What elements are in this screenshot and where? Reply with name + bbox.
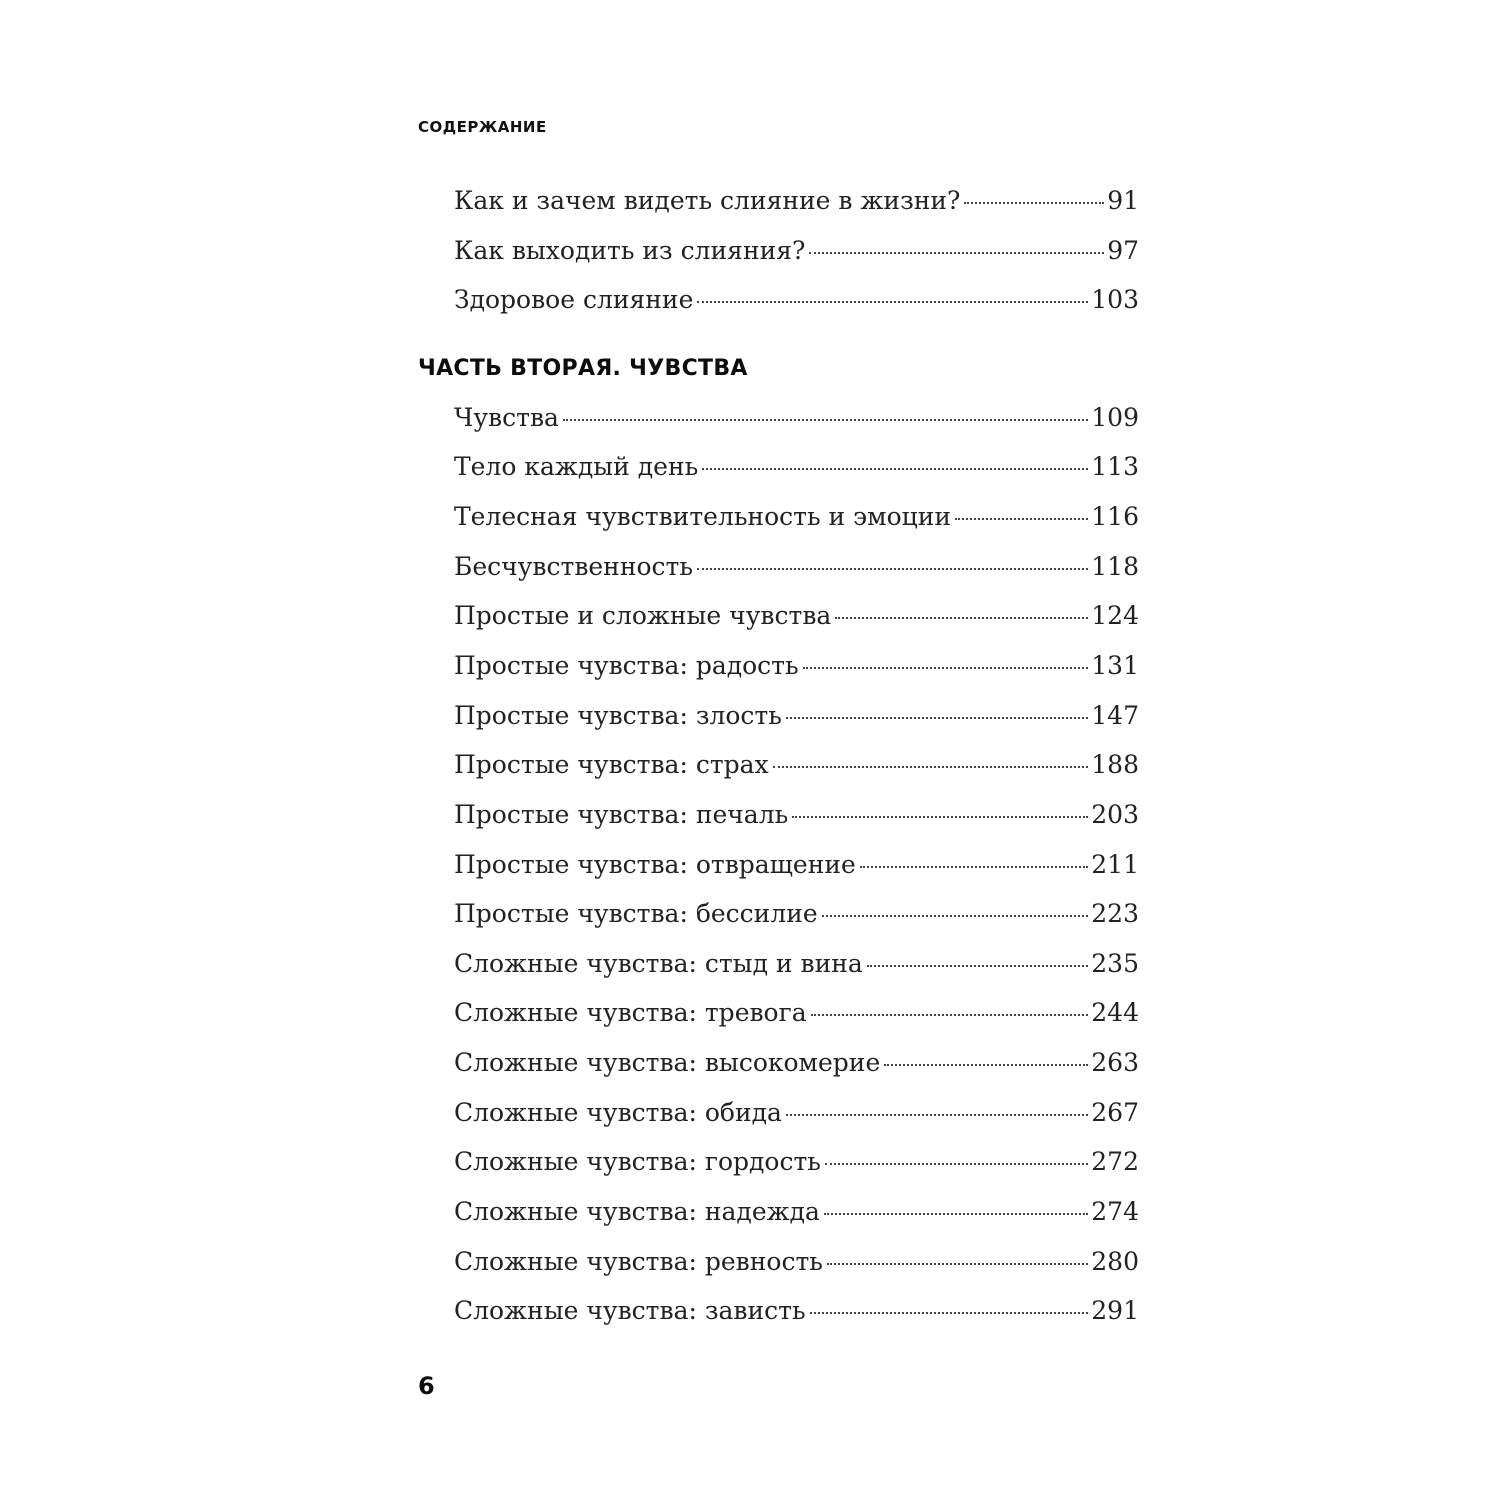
- toc-entry: [454, 1147, 1139, 1181]
- toc-entry-page: 291: [1091, 1296, 1139, 1325]
- toc-entry: [454, 552, 1139, 586]
- toc-entry: [454, 1048, 1139, 1082]
- dot-leader: [955, 518, 1088, 520]
- toc-entry: [454, 998, 1139, 1032]
- toc-entry: [454, 750, 1139, 784]
- toc-entry: [454, 1296, 1139, 1330]
- dot-leader: [697, 568, 1088, 570]
- toc-entry-page: 235: [1091, 949, 1139, 978]
- toc-entry-page: 244: [1091, 998, 1139, 1027]
- toc-entry: [454, 601, 1139, 635]
- toc-entry: [454, 186, 1139, 220]
- toc-entry-title: Бесчувственность: [454, 552, 694, 581]
- toc-entry-page: 223: [1091, 899, 1139, 928]
- toc-entry-title: Сложные чувства: высокомерие: [454, 1048, 881, 1077]
- toc-entry-title: Сложные чувства: гордость: [454, 1147, 821, 1176]
- toc-entry-page: 109: [1091, 403, 1139, 432]
- dot-leader: [860, 866, 1088, 868]
- dot-leader: [964, 202, 1104, 204]
- toc-entry-title: Простые чувства: злость: [454, 701, 782, 730]
- toc-entry-page: 274: [1091, 1197, 1139, 1226]
- toc-entry-title: Сложные чувства: тревога: [454, 998, 807, 1027]
- toc-entry-title: Сложные чувства: обида: [454, 1098, 782, 1127]
- dot-leader: [803, 667, 1089, 669]
- toc-entry-title: Здоровое слияние: [454, 285, 694, 314]
- toc-entry-title: Простые чувства: радость: [454, 651, 799, 680]
- toc-entry-title: Телесная чувствительность и эмоции: [454, 502, 952, 531]
- dot-leader: [810, 1312, 1089, 1314]
- toc-entry: [454, 899, 1139, 933]
- toc-entry-title: Простые чувства: печаль: [454, 800, 789, 829]
- toc-entry: [454, 1197, 1139, 1231]
- toc-entry-page: 203: [1091, 800, 1139, 829]
- toc-entry-page: 103: [1091, 285, 1139, 314]
- toc-entry-page: 267: [1091, 1098, 1139, 1127]
- toc-entry-title: Тело каждый день: [454, 452, 699, 481]
- dot-leader: [786, 717, 1088, 719]
- dot-leader: [884, 1064, 1088, 1066]
- toc-entry-page: 272: [1091, 1147, 1139, 1176]
- toc-entry: [454, 701, 1139, 735]
- toc-entry-page: 116: [1091, 502, 1139, 531]
- toc-entry: [454, 285, 1139, 319]
- dot-leader: [809, 252, 1104, 254]
- toc-entry-page: 280: [1091, 1247, 1139, 1276]
- part-heading: ЧАСТЬ ВТОРАЯ. ЧУВСТВА: [418, 356, 748, 381]
- dot-leader: [697, 301, 1088, 303]
- toc-entry: [454, 452, 1139, 486]
- toc-entry: [454, 236, 1139, 270]
- toc-entry-page: 211: [1091, 850, 1139, 879]
- toc-entry-page: 113: [1091, 452, 1139, 481]
- dot-leader: [563, 419, 1088, 421]
- toc-entry: [454, 1247, 1139, 1281]
- toc-entry-title: Сложные чувства: зависть: [454, 1296, 806, 1325]
- toc-entry-page: 91: [1107, 186, 1139, 215]
- toc-entry-title: Как выходить из слияния?: [454, 236, 806, 265]
- toc-entry-page: 131: [1091, 651, 1139, 680]
- running-head: СОДЕРЖАНИЕ: [418, 118, 547, 136]
- page-number: 6: [418, 1372, 435, 1400]
- dot-leader: [825, 1163, 1088, 1165]
- toc-entry: [454, 850, 1139, 884]
- toc-entry: [454, 800, 1139, 834]
- dot-leader: [835, 617, 1088, 619]
- toc-entry: [454, 403, 1139, 437]
- dot-leader: [822, 915, 1089, 917]
- toc-entry-title: Сложные чувства: стыд и вина: [454, 949, 863, 978]
- toc-entry-title: Как и зачем видеть слияние в жизни?: [454, 186, 961, 215]
- dot-leader: [773, 766, 1089, 768]
- toc-entry: [454, 502, 1139, 536]
- toc-entry: [454, 1098, 1139, 1132]
- toc-entry-page: 97: [1107, 236, 1139, 265]
- toc-entry-page: 263: [1091, 1048, 1139, 1077]
- toc-entry-page: 147: [1091, 701, 1139, 730]
- dot-leader: [792, 816, 1088, 818]
- toc-entry-page: 124: [1091, 601, 1139, 630]
- toc-entry-title: Простые чувства: бессилие: [454, 899, 818, 928]
- toc-entry-page: 188: [1091, 750, 1139, 779]
- toc-entry-title: Сложные чувства: ревность: [454, 1247, 823, 1276]
- toc-entry: [454, 651, 1139, 685]
- dot-leader: [702, 468, 1088, 470]
- toc-entry-title: Чувства: [454, 403, 559, 432]
- toc-entry-title: Сложные чувства: надежда: [454, 1197, 820, 1226]
- dot-leader: [867, 965, 1088, 967]
- toc-entry-title: Простые чувства: страх: [454, 750, 769, 779]
- dot-leader: [811, 1014, 1089, 1016]
- dot-leader: [786, 1114, 1088, 1116]
- toc-entry: [454, 949, 1139, 983]
- dot-leader: [824, 1213, 1088, 1215]
- toc-entry-title: Простые и сложные чувства: [454, 601, 832, 630]
- dot-leader: [827, 1263, 1088, 1265]
- toc-entry-page: 118: [1091, 552, 1139, 581]
- toc-entry-title: Простые чувства: отвращение: [454, 850, 856, 879]
